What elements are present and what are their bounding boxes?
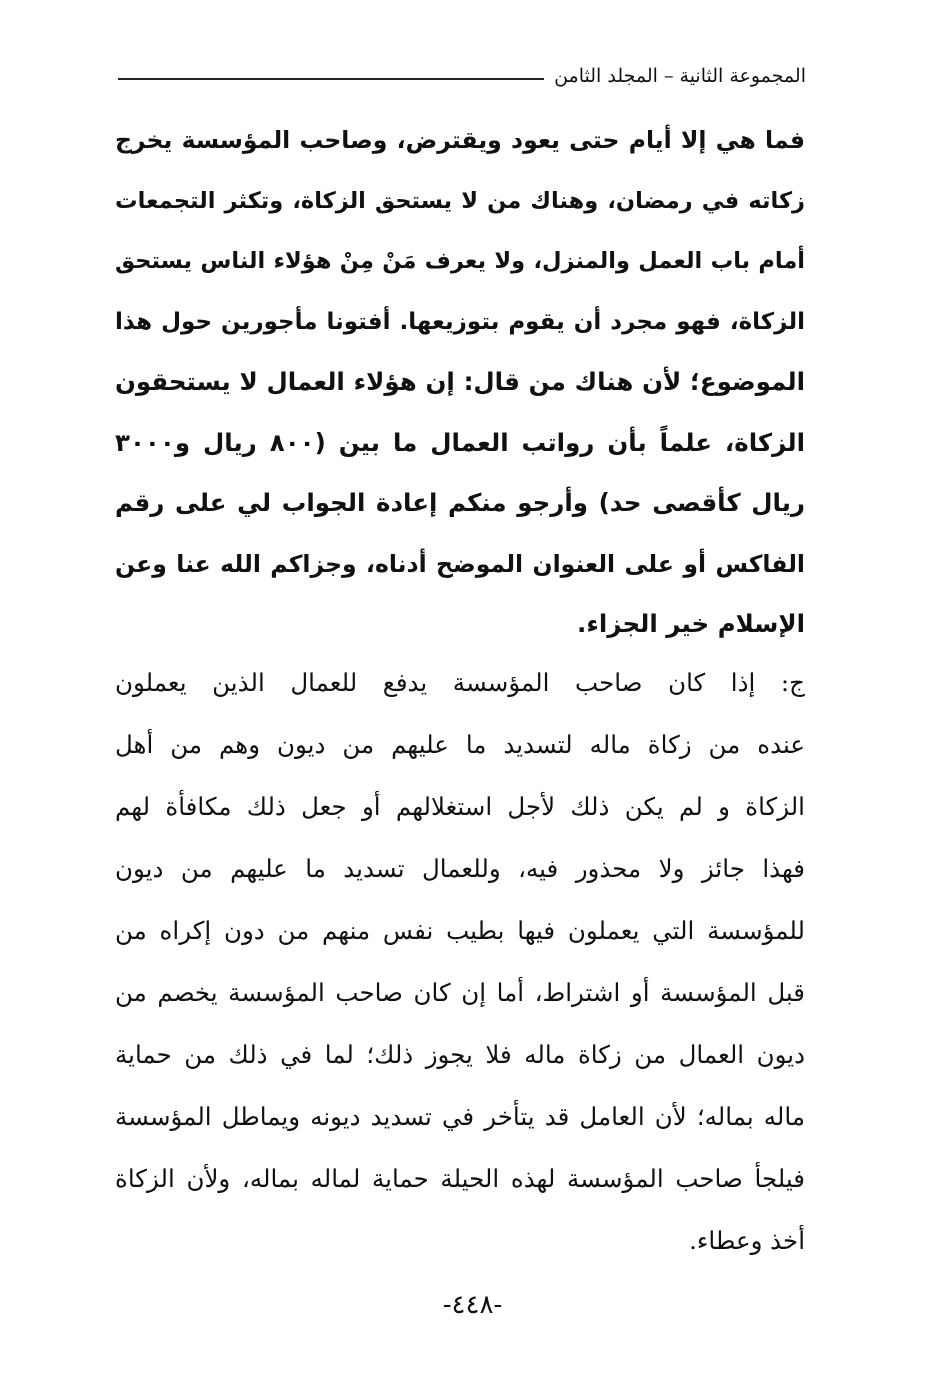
- answer-line: قبل المؤسسة أو اشتراط، أما إن كان صاحب المؤسسة يخصم من: [115, 978, 805, 1007]
- question-line: الموضوع؛ لأن هناك من قال: إن هؤلاء العمال لا يستحقون: [115, 367, 805, 396]
- question-line: الإسلام خير الجزاء.: [577, 609, 805, 638]
- question-line: فما هي إلا أيام حتى يعود ويقترض، وصاحب المؤسسة يخرج: [115, 126, 805, 154]
- header-title: المجموعة الثانية – المجلد الثامن: [554, 65, 806, 87]
- answer-line: ماله بماله؛ لأن العامل قد يتأخر في تسديد ديونه ويماطل المؤسسة: [115, 1102, 805, 1131]
- answer-line: فهذا جائز ولا محذور فيه، وللعمال تسديد ما عليهم من ديون: [115, 854, 805, 883]
- question-line: الزكاة، فهو مجرد أن يقوم بتوزيعها. أفتونا مأجورين حول هذا: [115, 308, 805, 335]
- running-header: [118, 58, 806, 94]
- question-line: الزكاة، علماً بأن رواتب العمال ما بين (٨٠٠ ريال و٣٠٠٠: [115, 427, 805, 457]
- question-line: ريال كأقصى حد) وأرجو منكم إعادة الجواب لي على رقم: [115, 488, 805, 517]
- answer-line: فيلجأ صاحب المؤسسة لهذه الحيلة حماية لماله بماله، ولأن الزكاة: [115, 1164, 805, 1193]
- answer-paragraph: [115, 652, 805, 1272]
- answer-line: عنده من زكاة ماله لتسديد ما عليهم من ديون وهم من أهل: [115, 730, 805, 759]
- page-number: -٤٤٨-: [442, 1290, 503, 1320]
- header-rule: [118, 78, 544, 80]
- question-line: الفاكس أو على العنوان الموضح أدناه، وجزاكم الله عنا وعن: [115, 549, 805, 578]
- question-line: أمام باب العمل والمنزل، ولا يعرف مَنْ مِنْ هؤلاء الناس يستحق: [115, 248, 805, 274]
- answer-line: للمؤسسة التي يعملون فيها بطيب نفس منهم من دون إكراه من: [115, 916, 805, 945]
- answer-line: ديون العمال من زكاة ماله فلا يجوز ذلك؛ لما في ذلك من حماية: [115, 1040, 805, 1069]
- question-paragraph: [115, 110, 805, 655]
- answer-line: ج: إذا كان صاحب المؤسسة يدفع للعمال الذين يعملون: [115, 668, 805, 697]
- answer-line: أخذ وعطاء.: [689, 1226, 805, 1255]
- question-line: زكاته في رمضان، وهناك من لا يستحق الزكاة، وتكثر التجمعات: [115, 187, 805, 214]
- answer-line: الزكاة و لم يكن ذلك لأجل استغلالهم أو جعل ذلك مكافأة لهم: [115, 792, 805, 821]
